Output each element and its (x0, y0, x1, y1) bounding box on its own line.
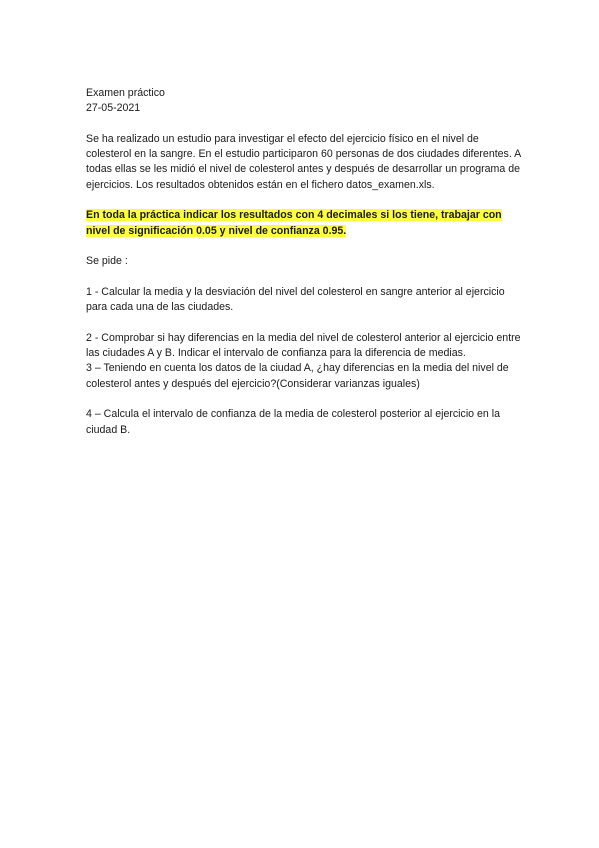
question-3: 3 – Teniendo en cuenta los datos de la ciudad A, ¿hay diferencias en la media del nivel de colesterol antes y después del ejercicio?(Considerar varianzas iguales) (86, 362, 509, 390)
highlighted-instructions: En toda la práctica indicar los resultados con 4 decimales si los tiene, trabajar con nivel de significación 0.05 y nivel de confianza 0.95. (86, 209, 502, 237)
spacer (86, 117, 526, 132)
spacer (86, 315, 526, 330)
question-4: 4 – Calcula el intervalo de confianza de la media de colesterol posterior al ejercicio en la ciudad B. (86, 408, 500, 436)
spacer (86, 193, 526, 208)
intro-paragraph: Se ha realizado un estudio para investigar el efecto del ejercicio físico en el nivel de colesterol en la sangre. En el estudio participaron 60 personas de dos ciudades diferentes. A todas ellas se les midió el nivel de colesterol antes y después de desarrollar un programa de ejercicios. Los resultados obtenidos están en el fichero datos_examen.xls. (86, 132, 521, 191)
spacer (86, 392, 526, 407)
prompt-label: Se pide : (86, 255, 128, 268)
document-body (86, 86, 526, 438)
question-1: 1 - Calcular la media y la desviación del nivel del colesterol en sangre anterior al ejercicio para cada una de las ciudades. (86, 285, 505, 314)
document-date: 27-05-2021 (86, 102, 141, 115)
spacer (86, 239, 526, 254)
document-title: Examen práctico (86, 87, 165, 99)
question-2: 2 - Comprobar si hay diferencias en la media del nivel de colesterol anterior al ejercicio entre las ciudades A y B. Indicar el intervalo de confianza para la diferencia de medias. (86, 331, 521, 360)
instructions-paragraph (86, 208, 526, 239)
spacer (86, 270, 526, 285)
